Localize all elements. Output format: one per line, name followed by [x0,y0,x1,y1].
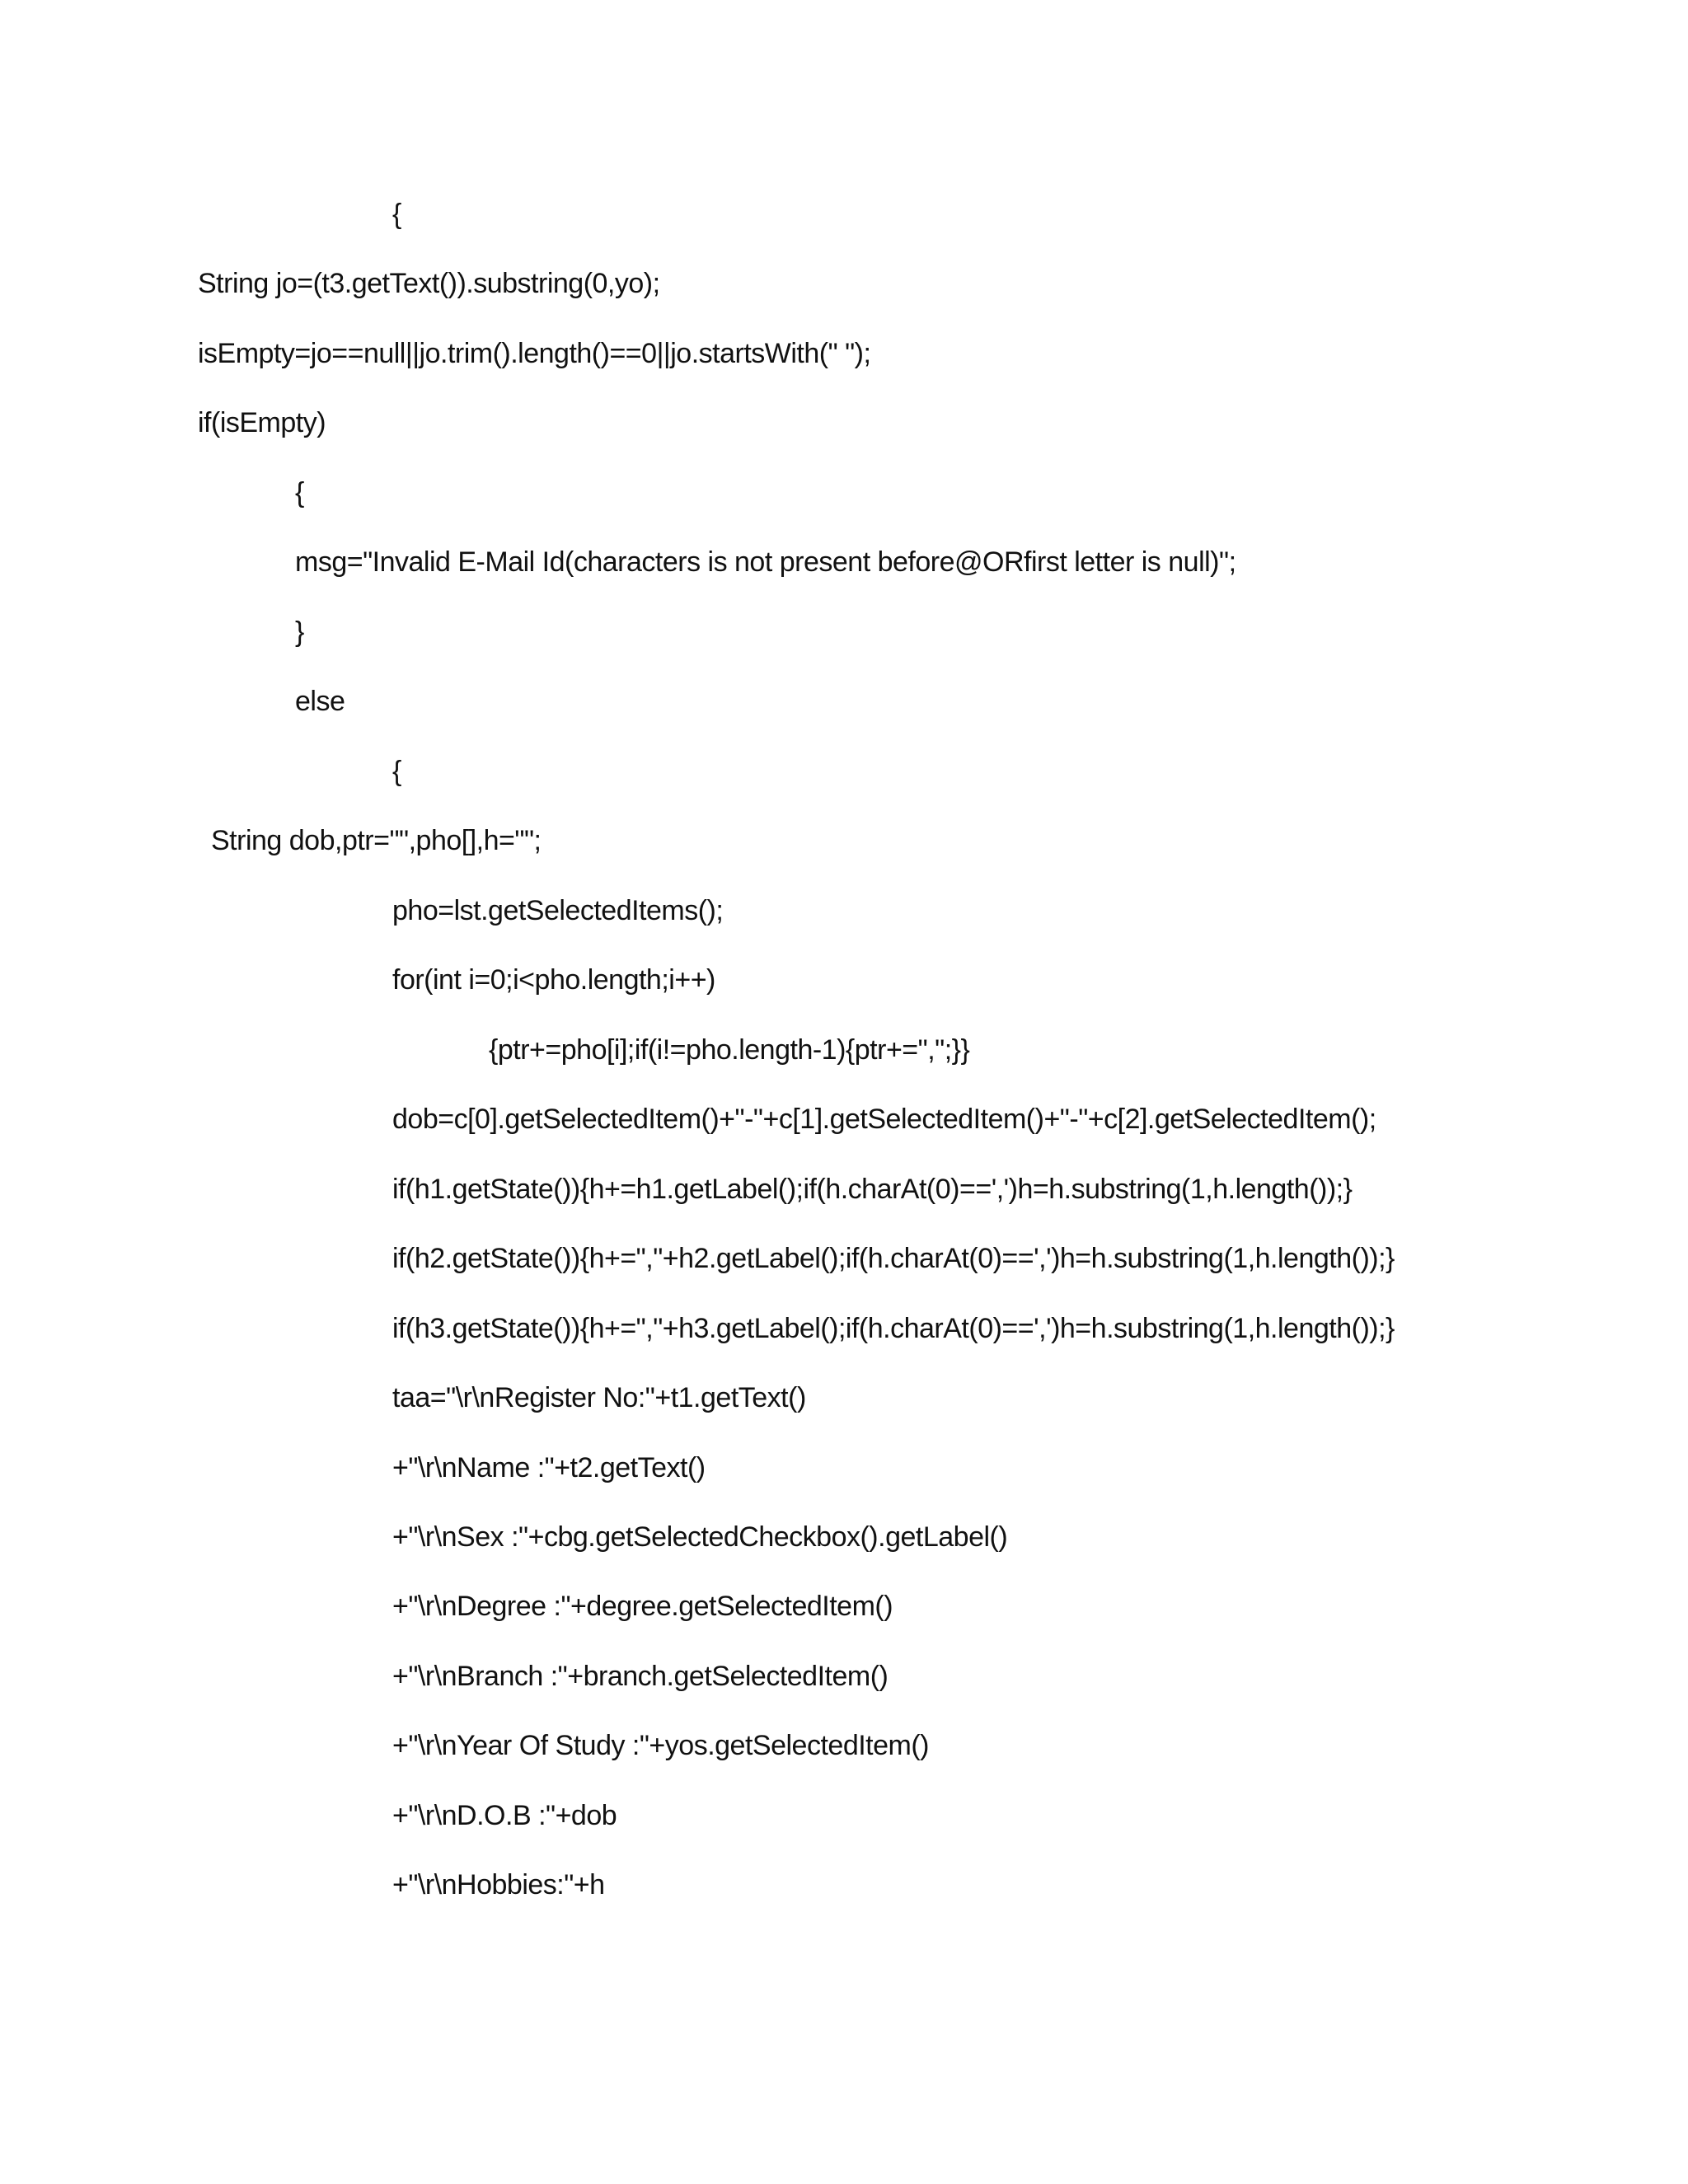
code-line: if(h1.getState()){h+=h1.getLabel();if(h.charAt(0)==',')h=h.substring(1,h.length());} [392,1174,1353,1205]
code-line: isEmpty=jo==null||jo.trim().length()==0||jo.startsWith(" "); [198,338,871,369]
code-line: +"\r\nYear Of Study :"+yos.getSelectedItem() [392,1730,929,1761]
code-line: +"\r\nDegree :"+degree.getSelectedItem() [392,1591,893,1622]
code-line: { [295,477,304,509]
code-line: else [295,686,345,717]
code-line: for(int i=0;i<pho.length;i++) [392,964,715,996]
code-line: +"\r\nD.O.B :"+dob [392,1800,617,1831]
code-line: { [392,199,401,230]
code-line: +"\r\nSex :"+cbg.getSelectedCheckbox().getLabel() [392,1521,1008,1553]
code-line: String jo=(t3.getText()).substring(0,yo); [198,268,660,299]
code-line: +"\r\nName :"+t2.getText() [392,1452,706,1483]
code-line: dob=c[0].getSelectedItem()+"-"+c[1].getSelectedItem()+"-"+c[2].getSelectedItem(); [392,1104,1376,1135]
code-line: {ptr+=pho[i];if(i!=pho.length-1){ptr+=",";}} [489,1034,970,1066]
code-line: String dob,ptr="",pho[],h=""; [211,825,542,856]
code-line: +"\r\nHobbies:"+h [392,1869,605,1900]
code-line: { [392,756,401,787]
code-line: if(h2.getState()){h+=","+h2.getLabel();if(h.charAt(0)==',')h=h.substring(1,h.length());} [392,1243,1395,1274]
code-line: pho=lst.getSelectedItems(); [392,895,724,926]
code-line: msg="Invalid E-Mail Id(characters is not present before@ORfirst letter is null)"; [295,546,1236,578]
code-line: if(h3.getState()){h+=","+h3.getLabel();if(h.charAt(0)==',')h=h.substring(1,h.length());} [392,1313,1395,1344]
code-line: } [295,616,304,648]
code-line: +"\r\nBranch :"+branch.getSelectedItem() [392,1661,889,1692]
code-line: if(isEmpty) [198,407,326,438]
code-line: taa="\r\nRegister No:"+t1.getText() [392,1382,806,1413]
